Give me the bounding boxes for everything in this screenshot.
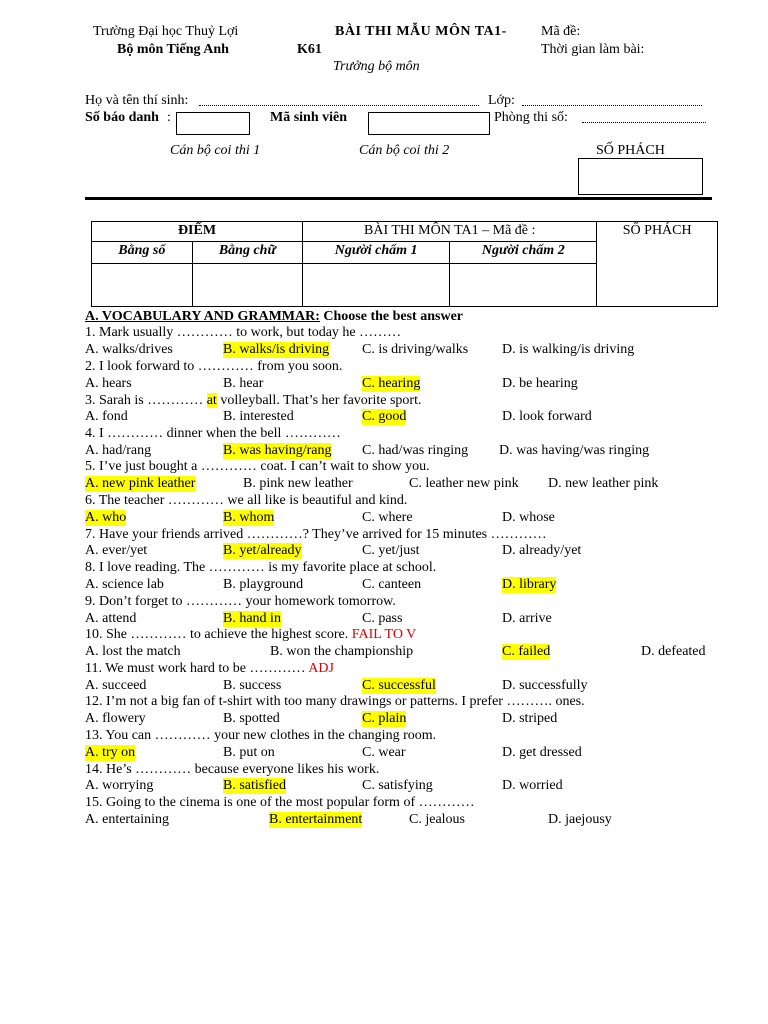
question-15: 15. Going to the cinema is one of the most popular form of ………… <box>85 795 475 810</box>
option-6b[interactable]: B. whom <box>223 510 275 525</box>
question-3-text-hl: at <box>206 393 217 408</box>
option-6a[interactable]: A. who <box>85 510 127 525</box>
question-1: 1. Mark usually ………… to work, but today he ……… <box>85 325 402 340</box>
option-14a[interactable]: A. worrying <box>85 778 154 793</box>
exam-room-label: Phòng thi số: <box>494 110 568 125</box>
school-name: Trường Đại học Thuỷ Lợi <box>93 24 239 39</box>
grader-2-cell[interactable] <box>450 264 597 307</box>
option-7c[interactable]: C. yet/just <box>362 543 420 558</box>
option-2c[interactable]: C. hearing <box>362 376 421 391</box>
option-2b[interactable]: B. hear <box>223 376 264 391</box>
candidate-number-colon: : <box>167 110 171 125</box>
option-1a[interactable]: A. walks/drives <box>85 342 173 357</box>
option-15a[interactable]: A. entertaining <box>85 812 169 827</box>
section-title: A. VOCABULARY AND GRAMMAR: <box>85 309 320 324</box>
option-10d[interactable]: D. defeated <box>641 644 706 659</box>
option-15d[interactable]: D. jaejousy <box>548 812 612 827</box>
option-6d[interactable]: D. whose <box>502 510 555 525</box>
proctor-2-label: Cán bộ coi thi 2 <box>359 143 450 158</box>
question-3 <box>85 393 421 409</box>
question-10-note: FAIL TO V <box>351 627 417 642</box>
student-id-box[interactable] <box>368 112 490 135</box>
option-13a[interactable]: A. try on <box>85 745 136 760</box>
col-grader-1-header: Người chấm 1 <box>303 242 450 264</box>
question-8: 8. I love reading. The ………… is my favorite place at school. <box>85 560 437 575</box>
question-3-text-pre: 3. Sarah is ………… <box>85 393 207 408</box>
question-14: 14. He’s ………… because everyone likes his work. <box>85 762 380 777</box>
option-9b[interactable]: B. hand in <box>223 611 281 626</box>
option-10a[interactable]: A. lost the match <box>85 644 181 659</box>
option-7a[interactable]: A. ever/yet <box>85 543 148 558</box>
option-5c[interactable]: C. leather new pink <box>409 476 519 491</box>
question-10 <box>85 627 416 643</box>
student-name-label: Họ và tên thí sinh: <box>85 93 189 108</box>
option-3c[interactable]: C. good <box>362 409 407 424</box>
question-2: 2. I look forward to ………… from you soon. <box>85 359 343 374</box>
so-phach-label: SỐ PHÁCH <box>596 143 665 158</box>
option-1b[interactable]: B. walks/is driving <box>223 342 330 357</box>
score-table <box>91 221 718 307</box>
option-12b[interactable]: B. spotted <box>223 711 280 726</box>
section-instruction: Choose the best answer <box>319 309 463 324</box>
option-9d[interactable]: D. arrive <box>502 611 552 626</box>
question-11-note: ADJ <box>308 661 334 676</box>
grader-1-cell[interactable] <box>303 264 450 307</box>
option-9c[interactable]: C. pass <box>362 611 403 626</box>
option-5a[interactable]: A. new pink leather <box>85 476 196 491</box>
option-5d[interactable]: D. new leather pink <box>548 476 659 491</box>
score-number-cell[interactable] <box>92 264 193 307</box>
option-12d[interactable]: D. striped <box>502 711 558 726</box>
question-6: 6. The teacher ………… we all like is beautiful and kind. <box>85 493 408 508</box>
option-13b[interactable]: B. put on <box>223 745 275 760</box>
option-8d[interactable]: D. library <box>502 577 557 592</box>
option-3b[interactable]: B. interested <box>223 409 294 424</box>
head-of-department: Trưởng bộ môn <box>333 59 420 74</box>
option-8b[interactable]: B. playground <box>223 577 304 592</box>
section-heading <box>85 309 463 325</box>
question-11-text: 11. We must work hard to be ………… <box>85 661 309 676</box>
student-name-field[interactable] <box>199 105 479 106</box>
score-header: ĐIỂM <box>92 222 303 242</box>
option-14d[interactable]: D. worried <box>502 778 563 793</box>
course-code: K61 <box>297 42 322 57</box>
question-12: 12. I’m not a big fan of t-shirt with too many drawings or patterns. I prefer ………. ones. <box>85 694 585 709</box>
duration-label: Thời gian làm bài: <box>541 42 645 57</box>
option-10c[interactable]: C. failed <box>502 644 551 659</box>
question-13: 13. You can ………… your new clothes in the changing room. <box>85 728 437 743</box>
option-11b[interactable]: B. success <box>223 678 282 693</box>
question-11 <box>85 661 334 677</box>
exam-title: BÀI THI MẪU MÔN TA1- <box>335 24 507 39</box>
option-14b[interactable]: B. satisfied <box>223 778 286 793</box>
option-8c[interactable]: C. canteen <box>362 577 422 592</box>
question-7: 7. Have your friends arrived …………? They’ve arrived for 15 minutes ………… <box>85 527 547 542</box>
option-4a[interactable]: A. had/rang <box>85 443 152 458</box>
option-1d[interactable]: D. is walking/is driving <box>502 342 635 357</box>
score-words-cell[interactable] <box>192 264 302 307</box>
candidate-number-label: Số báo danh <box>85 110 159 125</box>
option-15b[interactable]: B. entertainment <box>269 812 363 827</box>
question-9: 9. Don’t forget to ………… your homework tomorrow. <box>85 594 396 609</box>
option-2d[interactable]: D. be hearing <box>502 376 578 391</box>
option-14c[interactable]: C. satisfying <box>362 778 433 793</box>
option-4b[interactable]: B. was having/rang <box>223 443 332 458</box>
question-5: 5. I’ve just bought a ………… coat. I can’t wait to show you. <box>85 459 430 474</box>
option-1c[interactable]: C. is driving/walks <box>362 342 469 357</box>
option-11c[interactable]: C. successful <box>362 678 436 693</box>
option-11d[interactable]: D. successfully <box>502 678 588 693</box>
col-grader-2-header: Người chấm 2 <box>450 242 597 264</box>
option-8a[interactable]: A. science lab <box>85 577 164 592</box>
department-name: Bộ môn Tiếng Anh <box>117 42 229 57</box>
option-12c[interactable]: C. plain <box>362 711 407 726</box>
so-phach-cell: SỐ PHÁCH <box>597 222 718 307</box>
option-12a[interactable]: A. flowery <box>85 711 146 726</box>
col-words-header: Bằng chữ <box>192 242 302 264</box>
exam-code-label: Mã đề: <box>541 24 581 39</box>
question-10-text: 10. She ………… to achieve the highest score. <box>85 627 352 642</box>
option-2a[interactable]: A. hears <box>85 376 132 391</box>
exam-header: BÀI THI MÔN TA1 – Mã đề : <box>303 222 597 242</box>
option-13c[interactable]: C. wear <box>362 745 406 760</box>
class-field[interactable] <box>522 105 702 106</box>
col-number-header: Bằng số <box>92 242 193 264</box>
option-15c[interactable]: C. jealous <box>409 812 465 827</box>
candidate-number-box[interactable] <box>176 112 250 135</box>
option-3d[interactable]: D. look forward <box>502 409 592 424</box>
question-3-text-post: volleyball. That’s her favorite sport. <box>216 393 422 408</box>
option-13d[interactable]: D. get dressed <box>502 745 582 760</box>
student-id-label: Mã sinh viên <box>270 110 348 125</box>
option-4c[interactable]: C. had/was ringing <box>362 443 469 458</box>
option-11a[interactable]: A. succeed <box>85 678 147 693</box>
option-3a[interactable]: A. fond <box>85 409 128 424</box>
so-phach-box[interactable] <box>578 158 703 195</box>
question-4: 4. I ………… dinner when the bell ………… <box>85 426 341 441</box>
option-6c[interactable]: C. where <box>362 510 413 525</box>
exam-room-field[interactable] <box>582 122 706 123</box>
separator-line <box>85 197 712 200</box>
option-9a[interactable]: A. attend <box>85 611 137 626</box>
proctor-1-label: Cán bộ coi thi 1 <box>170 143 261 158</box>
option-7b[interactable]: B. yet/already <box>223 543 302 558</box>
option-10b[interactable]: B. won the championship <box>270 644 414 659</box>
option-7d[interactable]: D. already/yet <box>502 543 582 558</box>
option-4d[interactable]: D. was having/was ringing <box>499 443 650 458</box>
class-label: Lớp: <box>488 93 515 108</box>
option-5b[interactable]: B. pink new leather <box>243 476 353 491</box>
